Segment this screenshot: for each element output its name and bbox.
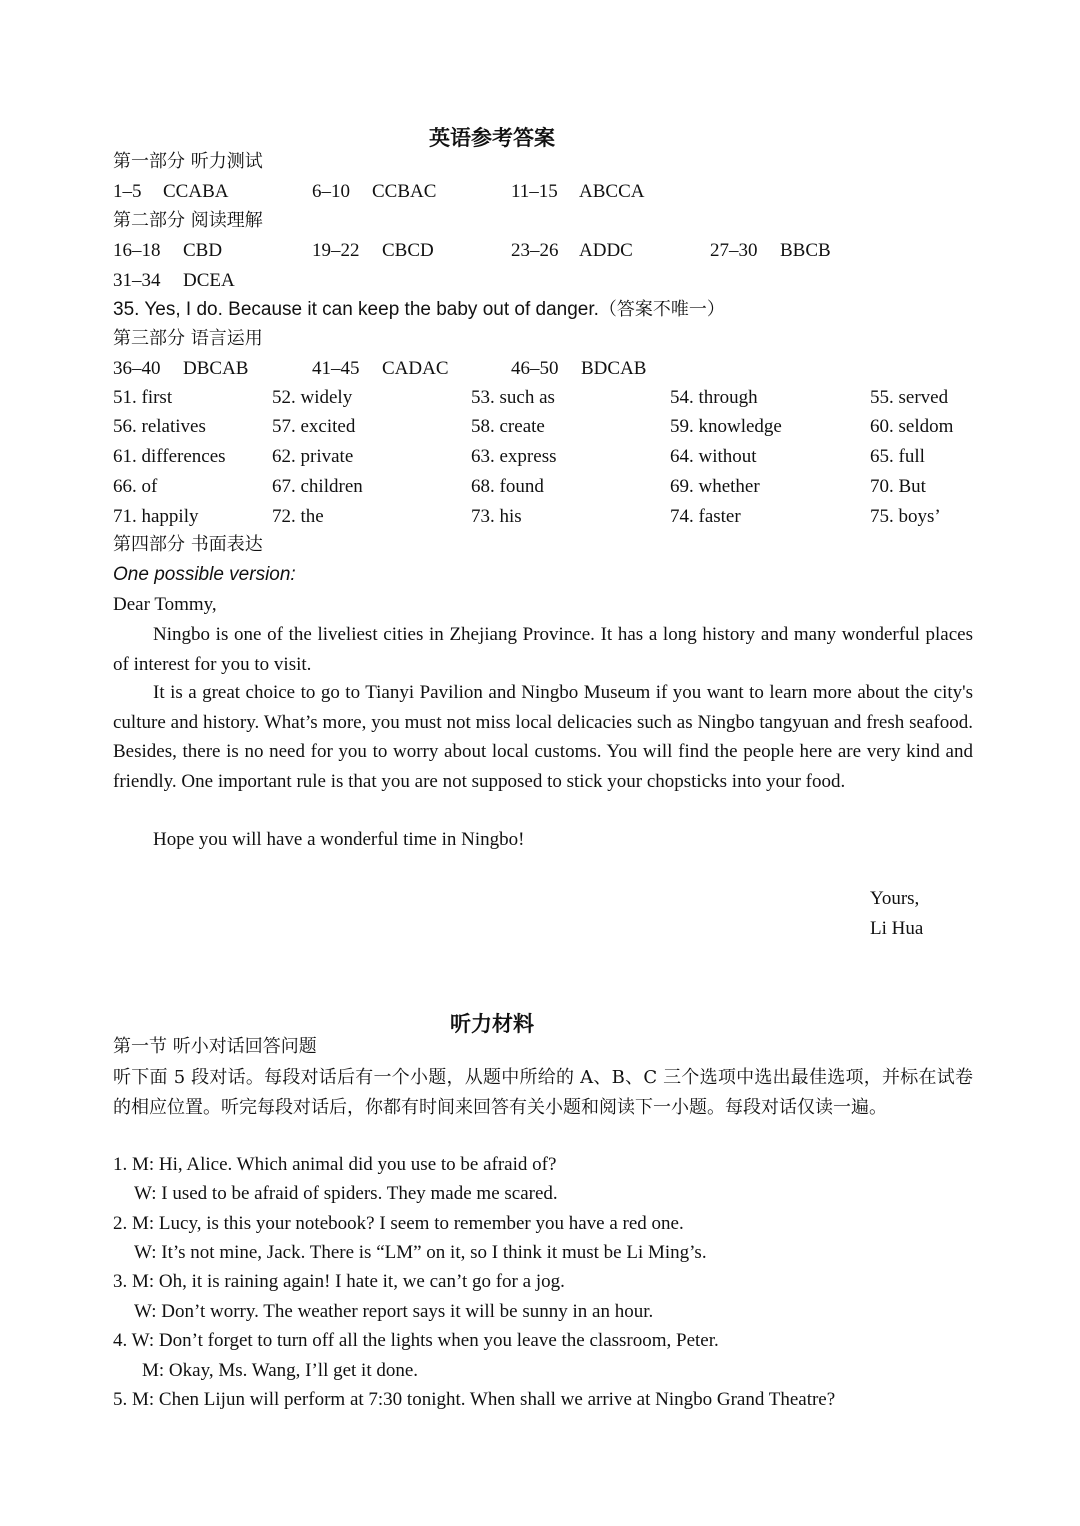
listening-instructions: 听下面 5 段对话。每段对话后有一个小题，从题中所给的 A、B、C 三个选项中选出最佳选项，并标在试卷的相应位置。听完每段对话后，你都有时间来回答有关小题和阅读下一小题。每段对话仅读一遍。 <box>113 1067 973 1118</box>
q35-answer <box>113 298 725 322</box>
word-answer: 54. through <box>670 387 758 408</box>
letter-signature: Li Hua <box>870 918 924 939</box>
word-answer: 55. served <box>870 387 949 408</box>
part3-heading: 第三部分 语言运用 <box>113 328 263 349</box>
word-answer: 61. differences <box>113 446 226 467</box>
word-answer: 65. full <box>870 446 925 467</box>
word-answer: 73. his <box>471 506 522 527</box>
q35-note: （答案不唯一） <box>598 299 725 320</box>
dialogue-line: 2. M: Lucy, is this your notebook? I seem to remember you have a red one. <box>113 1213 684 1234</box>
word-answer: 66. of <box>113 476 158 497</box>
word-answer: 67. children <box>272 476 363 497</box>
letter-salutation: Dear Tommy, <box>113 594 217 615</box>
word-answer: 52. widely <box>272 387 353 408</box>
dialogue-line: 5. M: Chen Lijun will perform at 7:30 tonight. When shall we arrive at Ningbo Grand Theatre? <box>113 1389 836 1410</box>
listening-section1-heading: 第一节 听小对话回答问题 <box>113 1036 317 1057</box>
word-answer: 75. boys’ <box>870 506 941 527</box>
word-answer: 58. create <box>471 416 545 437</box>
answer-range: 36–40 <box>113 358 161 379</box>
dialogue-line: W: I used to be afraid of spiders. They made me scared. <box>134 1183 558 1204</box>
answer-letters: BDCAB <box>581 358 647 379</box>
answer-letters: DBCAB <box>183 358 249 379</box>
answer-range: 6–10 <box>312 181 350 202</box>
answer-range: 19–22 <box>312 240 360 261</box>
dialogue-line: M: Okay, Ms. Wang, I’ll get it done. <box>142 1360 419 1381</box>
word-answer: 60. seldom <box>870 416 954 437</box>
answer-letters: CCBAC <box>372 181 437 202</box>
letter-closing: Yours, <box>870 888 920 909</box>
answer-letters: DCEA <box>183 270 235 291</box>
q35-answer-text: 35. Yes, I do. Because it can keep the baby out of danger. <box>113 299 599 320</box>
dialogue-line: 3. M: Oh, it is raining again! I hate it, we can’t go for a jog. <box>113 1271 565 1292</box>
answer-range: 27–30 <box>710 240 758 261</box>
word-answer: 57. excited <box>272 416 356 437</box>
word-answer: 68. found <box>471 476 544 497</box>
word-answer: 74. faster <box>670 506 741 527</box>
version-label: One possible version: <box>113 564 296 585</box>
answer-range: 1–5 <box>113 181 142 202</box>
dialogue-line: W: It’s not mine, Jack. There is “LM” on it, so I think it must be Li Ming’s. <box>134 1242 707 1263</box>
word-answer: 51. first <box>113 387 173 408</box>
dialogue-line: 1. M: Hi, Alice. Which animal did you use to be afraid of? <box>113 1154 557 1175</box>
part2-heading: 第二部分 阅读理解 <box>113 210 263 231</box>
answer-range: 46–50 <box>511 358 559 379</box>
word-answer: 71. happily <box>113 506 199 527</box>
part1-heading: 第一部分 听力测试 <box>113 151 263 172</box>
letter-paragraph-2: It is a great choice to go to Tianyi Pavilion and Ningbo Museum if you want to learn more about the city's culture and history. What’s more, you must not miss local delicacies such as Ningbo tangyuan and fresh seafood. Besides, there is no need for you to worry about local customs. You will find the people here are very kind and friendly. One important rule is that you are not supposed to stick your chopsticks into your food. <box>113 682 973 792</box>
answers-title: 英语参考答案 <box>429 126 555 150</box>
word-answer: 63. express <box>471 446 557 467</box>
answer-letters: ABCCA <box>579 181 645 202</box>
dialogue-line: 4. W: Don’t forget to turn off all the lights when you leave the classroom, Peter. <box>113 1330 719 1351</box>
answer-letters: ADDC <box>579 240 633 261</box>
answer-letters: CCABA <box>163 181 229 202</box>
answer-letters: CBCD <box>382 240 434 261</box>
answer-letters: CADAC <box>382 358 449 379</box>
letter-paragraph-1: Ningbo is one of the liveliest cities in Zhejiang Province. It has a long history and many wonderful places of interest for you to visit. <box>113 624 973 675</box>
answer-range: 31–34 <box>113 270 161 291</box>
word-answer: 56. relatives <box>113 416 206 437</box>
dialogue-line: W: Don’t worry. The weather report says it will be sunny in an hour. <box>134 1301 654 1322</box>
part4-heading: 第四部分 书面表达 <box>113 534 263 555</box>
answer-range: 41–45 <box>312 358 360 379</box>
answer-range: 11–15 <box>511 181 558 202</box>
word-answer: 59. knowledge <box>670 416 782 437</box>
word-answer: 62. private <box>272 446 354 467</box>
letter-paragraph-3: Hope you will have a wonderful time in Ningbo! <box>153 829 525 850</box>
word-answer: 53. such as <box>471 387 555 408</box>
word-answer: 72. the <box>272 506 324 527</box>
answer-letters: CBD <box>183 240 223 261</box>
word-answer: 70. But <box>870 476 926 497</box>
listening-title: 听力材料 <box>450 1012 534 1036</box>
answer-range: 23–26 <box>511 240 559 261</box>
answer-range: 16–18 <box>113 240 161 261</box>
word-answer: 69. whether <box>670 476 760 497</box>
word-answer: 64. without <box>670 446 757 467</box>
answer-letters: BBCB <box>780 240 831 261</box>
